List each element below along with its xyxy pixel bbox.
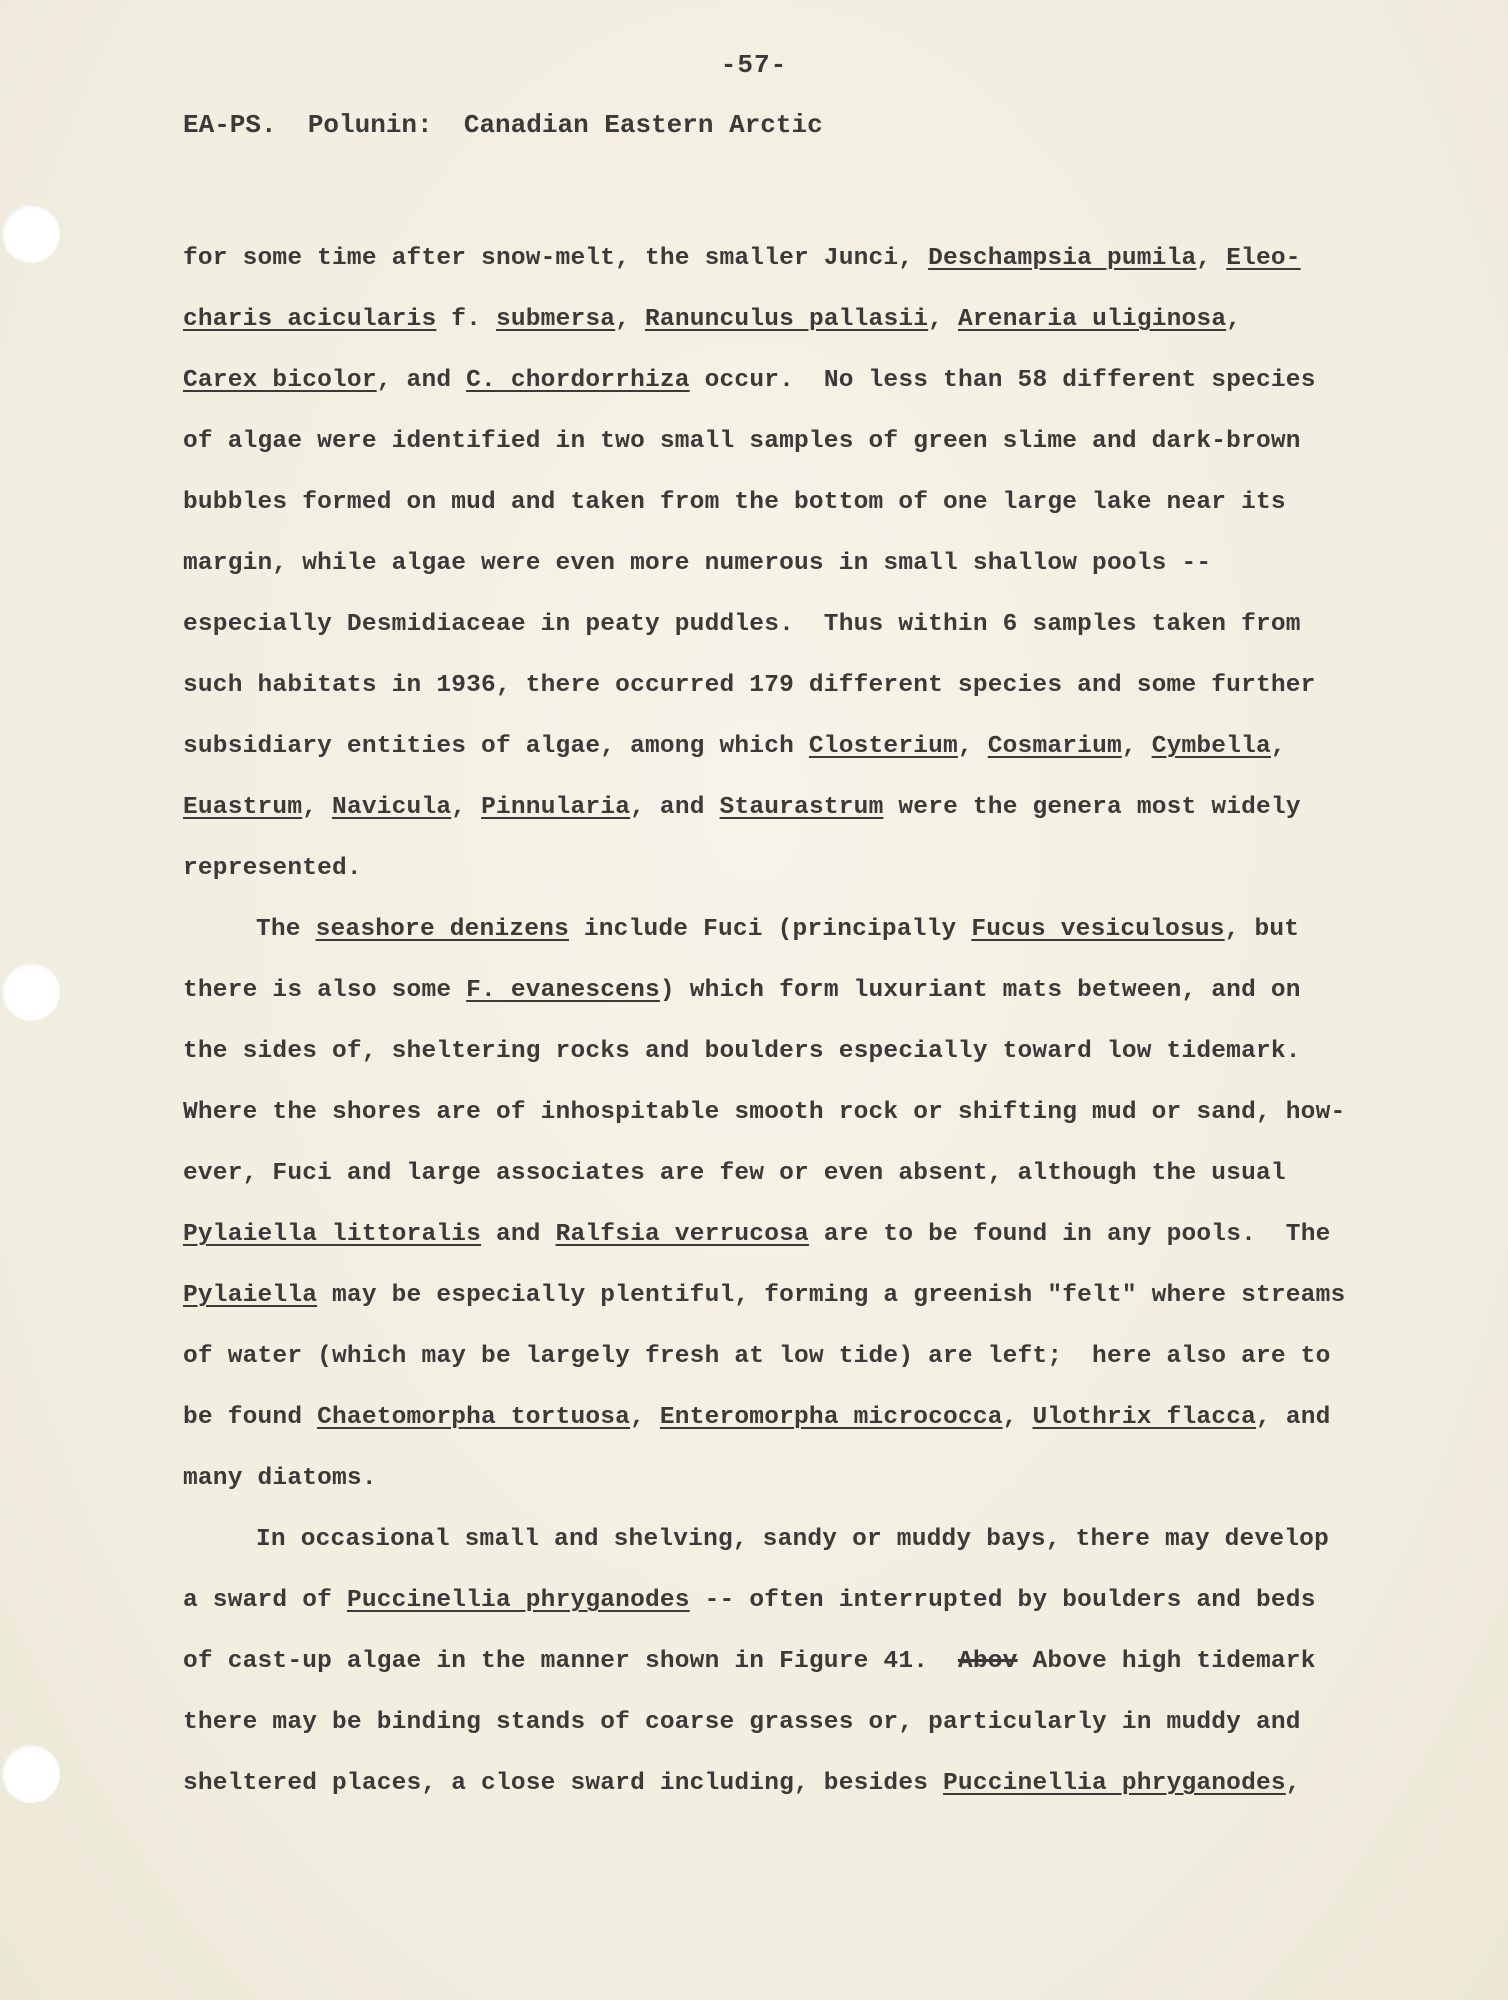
underlined-taxon: Arenaria uliginosa: [957, 306, 1227, 333]
text-run: and: [481, 1221, 556, 1248]
underlined-taxon: submersa: [495, 306, 616, 333]
punch-hole: [2, 1745, 60, 1803]
underlined-taxon: Closterium: [808, 733, 958, 760]
underlined-taxon: Eleo-: [1226, 245, 1301, 272]
text-run: a sward of: [183, 1587, 347, 1614]
text-line: [183, 1387, 1383, 1448]
underlined-taxon: Ranunculus pallasii: [645, 306, 929, 333]
text-run: sheltered places, a close sward including, besides: [183, 1770, 944, 1797]
text-line: [183, 350, 1383, 411]
text-run: of algae were identified in two small samples of green slime and dark-brown: [183, 428, 1301, 455]
text-line: [183, 1631, 1383, 1692]
text-run: may be especially plentiful, forming a greenish "felt" where streams: [317, 1282, 1346, 1309]
text-run: f.: [436, 306, 496, 333]
text-run: the sides of, sheltering rocks and boulders especially toward low tidemark.: [183, 1038, 1301, 1065]
text-run: The: [256, 916, 316, 943]
text-run: Where the shores are of inhospitable smooth rock or shifting mud or sand, how-: [183, 1099, 1346, 1126]
underlined-taxon: Enteromorpha micrococca: [659, 1404, 1003, 1431]
underlined-taxon: Ralfsia verrucosa: [555, 1221, 809, 1248]
underlined-taxon: Pylaiella: [183, 1282, 318, 1309]
text-run: of water (which may be largely fresh at low tide) are left; here also are to: [183, 1343, 1331, 1370]
underlined-taxon: Cosmarium: [987, 733, 1122, 760]
text-run: subsidiary entities of algae, among which: [183, 733, 809, 760]
text-run: In occasional small and shelving, sandy or muddy bays, there may develop: [256, 1526, 1329, 1553]
underlined-taxon: Navicula: [332, 794, 452, 821]
text-run: were the genera most widely: [883, 794, 1301, 821]
text-line: [183, 1082, 1383, 1143]
text-line: [183, 716, 1383, 777]
text-run: represented.: [183, 855, 362, 882]
text-run: ,: [451, 794, 482, 821]
text-run: especially Desmidiaceae in peaty puddles. Thus within 6 samples taken from: [183, 611, 1301, 638]
body-text: [183, 228, 1383, 1814]
text-line: [183, 472, 1383, 533]
text-run: for some time after snow-melt, the smaller Junci,: [183, 245, 929, 272]
underlined-taxon: Staurastrum: [719, 794, 884, 821]
text-run: occur. No less than 58 different species: [689, 367, 1316, 394]
text-run: ,: [615, 306, 646, 333]
text-run: , and: [376, 367, 467, 394]
underlined-taxon: Puccinellia phryganodes: [346, 1587, 690, 1614]
text-line: [183, 838, 1383, 899]
text-line: [183, 1509, 1383, 1570]
text-line: [183, 594, 1383, 655]
underlined-taxon: Pylaiella littoralis: [183, 1221, 482, 1248]
text-line: [183, 533, 1383, 594]
text-run: , but: [1224, 916, 1300, 943]
text-line: [183, 1570, 1383, 1631]
text-run: there is also some: [183, 977, 467, 1004]
text-run: ,: [957, 733, 988, 760]
text-line: [183, 899, 1383, 960]
text-run: -- often interrupted by boulders and beds: [689, 1587, 1316, 1614]
text-line: [183, 960, 1383, 1021]
underlined-taxon: C. chordorrhiza: [466, 367, 690, 394]
text-line: [183, 1692, 1383, 1753]
text-run: be found: [183, 1404, 318, 1431]
text-run: many diatoms.: [183, 1465, 377, 1492]
text-line: [183, 411, 1383, 472]
text-run: ,: [1121, 733, 1152, 760]
text-run: of cast-up algae in the manner shown in Figure 41.: [183, 1648, 958, 1675]
underlined-taxon: Carex bicolor: [183, 367, 377, 394]
text-run: Above high tidemark: [1017, 1648, 1316, 1675]
text-run: , and: [630, 794, 720, 821]
text-run: ever, Fuci and large associates are few or even absent, although the usual: [183, 1160, 1286, 1187]
text-line: [183, 228, 1383, 289]
text-run: margin, while algae were even more numerous in small shallow pools --: [183, 550, 1212, 577]
text-line: [183, 289, 1383, 350]
text-run: ,: [630, 1404, 660, 1431]
underlined-taxon: Deschampsia pumila: [928, 245, 1197, 272]
underlined-taxon: Puccinellia phryganodes: [943, 1770, 1286, 1797]
underlined-taxon: F. evanescens: [466, 977, 660, 1004]
text-run: ,: [1285, 1770, 1301, 1797]
text-line: [183, 1021, 1383, 1082]
underlined-taxon: Pinnularia: [481, 794, 631, 821]
underlined-taxon: Euastrum: [183, 794, 303, 821]
text-run: are to be found in any pools. The: [808, 1221, 1331, 1248]
text-run: include Fuci (principally: [568, 916, 972, 943]
underlined-taxon: charis acicularis: [183, 306, 437, 333]
text-run: ,: [1002, 1404, 1033, 1431]
text-line: [183, 1448, 1383, 1509]
underlined-taxon: seashore denizens: [315, 916, 569, 943]
text-line: [183, 1265, 1383, 1326]
text-run: ,: [302, 794, 333, 821]
struck-text: Abov: [957, 1648, 1018, 1675]
text-run: there may be binding stands of coarse grasses or, particularly in muddy and: [183, 1709, 1301, 1736]
text-run: ,: [928, 306, 958, 333]
running-header: EA-PS. Polunin: Canadian Eastern Arctic: [183, 110, 823, 140]
text-run: ,: [1270, 733, 1286, 760]
text-line: [183, 1753, 1383, 1814]
text-line: [183, 1326, 1383, 1387]
text-run: ) which form luxuriant mats between, and on: [659, 977, 1301, 1004]
text-run: bubbles formed on mud and taken from the bottom of one large lake near its: [183, 489, 1286, 516]
punch-hole: [2, 205, 60, 263]
text-run: ,: [1226, 306, 1242, 333]
underlined-taxon: Chaetomorpha tortuosa: [317, 1404, 631, 1431]
text-line: [183, 1143, 1383, 1204]
underlined-taxon: Ulothrix flacca: [1032, 1404, 1257, 1431]
page-number: -57-: [720, 50, 788, 80]
text-run: such habitats in 1936, there occurred 179 different species and some further: [183, 672, 1316, 699]
text-line: [183, 655, 1383, 716]
underlined-taxon: Fucus vesiculosus: [971, 916, 1225, 943]
text-line: [183, 777, 1383, 838]
underlined-taxon: Cymbella: [1151, 733, 1271, 760]
text-run: ,: [1196, 245, 1227, 272]
text-line: [183, 1204, 1383, 1265]
punch-hole: [2, 963, 60, 1021]
text-run: , and: [1256, 1404, 1331, 1431]
